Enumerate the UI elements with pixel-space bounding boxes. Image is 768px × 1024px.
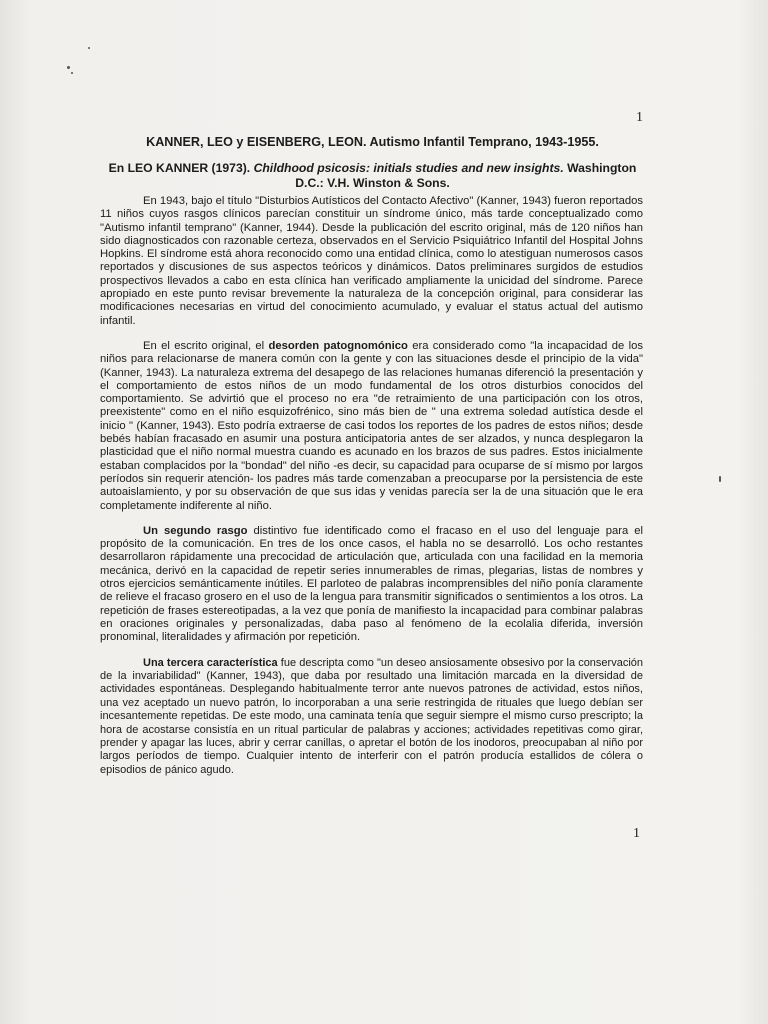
scan-speck (719, 476, 721, 482)
citation-publisher: Washington D.C.: V.H. Winston & Sons. (295, 161, 637, 190)
paragraph-text: fue descripta como "un deseo ansiosamente obsesivo por la conservación de la invariabilidad" (Kanner, 1943), que daba por resultado una limitación marcada en la diversidad de actividades espontáneas. Desplegando habitualmente terror ante nuevos patrones de actividad, estos niños, una vez aceptado un nuevo patrón, lo incorporaban a una serie restringida de rituales que luego debían ser incesantemente repetidas. De este modo, una caminata tenía que seguir siempre el mismo curso prescripto; la hora de acostarse consistía en un ritual particular de palabras y acciones; actividades repetitivas como girar, prender y apagar las luces, abrir y cerrar canillas, o apretar el botón de los inodoros, preocupaban al niño por largos períodos de tiempo. Cualquier intento de interferir con el patrón producía estallidos de cólera o episodios de pánico agudo. (100, 656, 644, 776)
paragraph-introduction (100, 195, 643, 328)
citation-prefix: En LEO KANNER (1973). (108, 161, 254, 175)
paragraph-second-trait (100, 525, 643, 645)
paragraph-text: era considerado como "la incapacidad de los niños para relacionarse de manera común con la gente y con las situaciones desde el principio de la vida" (Kanner, 1943). La naturaleza extrema del desapego de las relaciones humanas diferenció la presentación y el comportamiento de estos niños de un modo fundamental de los otros disturbios conocidos del comportamiento. Se advirtió que el proceso no era "de retraimiento de una participación con los otros, preexistente" como en el niño esquizofrénico, sino más bien de " una extrema soledad autística desde el inicio " (Kanner, 1943). Esto podría extraerse de casi todos los reportes de los padres de estos niños; desde bebés habían fracasado en asumir una postura anticipatoria antes de ser alzados, y nunca desplegaron la plasticidad que el niño normal muestra cuando es acunado en los brazos de sus padres. Estos inicialmente estaban complacidos por la "bondad" del niño -es decir, su capacidad para ocuparse de sí mismo por largos períodos sin requerir atención- los padres más tarde comenzaban a preocuparse por la persistencia de este autoaislamiento, y por su observación de que sus idas y venidas parecía ser la de una situación que le era completamente indiferente al niño. (100, 339, 643, 512)
paragraph-text: En 1943, bajo el título "Disturbios Autísticos del Contacto Afectivo" (Kanner, 1943) fueron reportados 11 niños cuyos rasgos clínicos parecían constituir un síndrome único, más tarde conceptualizado como "Autismo infantil temprano" (Kanner, 1944). Desde la publicación del escrito original, más de 120 niños han sido diagnosticados con razonable certeza, observados en el Servicio Psiquiátrico Infantil del Hospital Johns Hopkins. El síndrome está ahora reconocido como una entidad clínica, como lo atestiguan numerosos casos reportados y discusiones de sus aspectos teóricos y dinámicos. Datos preliminares surgidos de estudios prospectivos llevados a cabo en esta clínica han verificado ampliamente la unicidad del síndrome. Parece apropiado en este punto revisar brevemente la naturaleza de la concepción original, para considerar las modificaciones necesarias en virtud del conocimiento acumulado, y evaluar el status actual del autismo infantil. (100, 195, 643, 327)
paragraph-third-trait (100, 657, 643, 778)
document-body (100, 195, 643, 789)
paragraph-bold-term: desorden patognomónico (268, 339, 408, 352)
paragraph-first-trait (100, 340, 643, 513)
document-title: KANNER, LEO y EISENBERG, LEON. Autismo Infantil Temprano, 1943-1955. (146, 135, 599, 149)
citation-book-title: Childhood psicosis: initials studies and new insights. (253, 161, 564, 175)
scan-speck (67, 66, 70, 69)
paragraph-bold-term: Un segundo rasgo (143, 524, 248, 537)
page-number-top: 1 (636, 110, 643, 125)
paragraph-lead: En el escrito original, el (143, 339, 269, 352)
paragraph-text: distintivo fue identificado como el fracaso en el uso del lenguaje para el propósito de la comunicación. En tres de los once casos, el habla no se desarrolló. Los ocho restantes desarrollaron rápidamente una precocidad de articulación que, articulada con una facilidad en la memoria mecánica, derivó en la capacidad de repetir series innumerables de rimas, plegarias, listas de nombres y otros ejercicios semánticamente inútiles. El parloteo de palabras incomprensibles del niño ponía claramente de relieve el fracaso grosero en el uso de la lengua para transmitir significados o sentimientos a los otros. La repetición de frases estereotipadas, a la vez que ponía de manifiesto la incapacidad para combinar palabras en oraciones originales y personalizadas, daba paso al fenómeno de la ecolalia diferida, inversión pronominal, literalidades y afirmación por repetición. (100, 524, 643, 644)
scan-speck (88, 47, 90, 49)
document-citation (100, 161, 645, 191)
paragraph-bold-term: Una tercera característica (143, 656, 278, 669)
page-number-bottom: 1 (633, 826, 640, 841)
scan-speck (71, 72, 73, 74)
